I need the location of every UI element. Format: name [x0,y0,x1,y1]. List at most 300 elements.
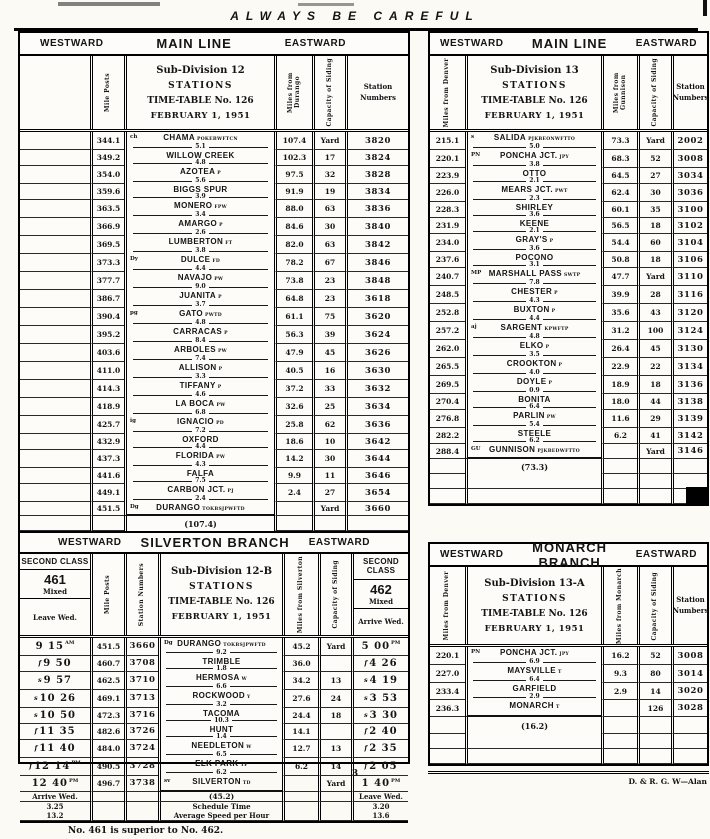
dash-line [543,680,596,681]
train-times-cell [20,502,90,516]
dash-line [543,249,596,250]
station-number-cell: 3102 [671,218,707,234]
siding-capacity-cell [637,749,671,764]
dash-line [473,407,526,408]
station-name-line [161,657,282,666]
distance-value: 4.3 [529,297,540,304]
station-call-code: Dy [130,256,138,262]
siding-capacity-cell: 13 [318,672,351,690]
dash-line [133,431,192,432]
distance-value: 4.6 [195,391,206,398]
stations-column-header [465,56,601,129]
station-number-cell: 3618 [345,290,408,308]
station-name: DURANGO [177,638,222,648]
stations-cell [124,218,274,236]
safety-slogan: ALWAYS BE CAREFUL [230,9,480,23]
facility-codes: FPW [214,205,227,210]
time-value: 12 40 [31,777,69,789]
facility-codes: JPY [559,155,570,160]
siding-capacity-cell [637,459,671,474]
train-time-cell [20,690,90,708]
dash-line [473,319,526,320]
line-name: MONARCH BRANCH [532,539,608,570]
table-row [20,362,408,380]
station-numbers-column-header [671,567,707,644]
facility-codes: PJ [227,489,234,494]
station-name-line [161,639,282,650]
train-time-cell [351,638,408,656]
dash-line [133,481,192,482]
station-number-cell [345,516,408,530]
stations-cell [124,434,274,450]
distance-value: 2.4 [195,495,206,502]
station-name: GRAY'S [515,235,548,244]
time-value: 9 15 [35,640,64,652]
dash-line [166,686,213,687]
table-row [20,638,408,656]
dash-line [209,341,268,342]
siding-capacity-cell: 100 [637,322,671,340]
flag-stop-letter: s [34,711,38,720]
dash-line [133,197,192,198]
table-row [20,150,408,166]
station-name-line [468,429,601,438]
station-number-cell: 3728 [124,758,158,776]
dash-line [133,359,192,360]
mile-post-cell: 462.5 [90,672,124,690]
table-row [20,132,408,150]
train-times-column-header [20,56,90,129]
facility-codes: FT [225,241,233,246]
station-name: STEELE [517,429,552,438]
miles-from-cell [601,444,637,459]
dash-line [209,499,268,500]
siding-capacity-cell: 23 [312,272,345,290]
distance-value: 3.5 [529,351,540,358]
stations-cell [465,168,601,184]
mile-post-cell: 344.1 [90,132,124,150]
table-row [430,340,707,358]
dash-line [543,337,596,338]
facility-codes: PW [216,403,226,408]
train-times-cell [20,484,90,502]
stations-cell [465,132,601,150]
time-value: 5 00 [361,640,391,652]
table-row [430,459,707,474]
miles-from-cell: 26.4 [601,340,637,358]
miles-from-cell: 68.3 [601,150,637,168]
meridian-label: PM [69,777,79,784]
stations-cell [124,308,274,326]
distance-value: 8.4 [195,337,206,344]
schedule-time-east: 3.20 [372,801,390,811]
miles-from-denver-cell [430,459,465,474]
table-row [430,683,707,700]
miles-from-label: Miles from Monarch [616,567,624,644]
empty-cell [318,792,351,802]
dash-line [473,249,526,250]
mile-post-cell: 451.5 [90,502,124,516]
station-name: ELKO [519,341,544,350]
table-row [430,489,707,504]
station-name-line [468,377,601,388]
table-title-bar [430,33,707,56]
direction-west-label: WESTWARD [440,549,504,561]
direction-east-label: EASTWARD [635,549,697,561]
distance-value: 3.2 [216,700,227,708]
station-number-cell: 3630 [345,362,408,380]
stations-cell [465,474,601,489]
miles-from-cell: 18.6 [274,434,312,450]
eastbound-train-column-header [351,554,408,635]
siding-capacity-cell: 67 [312,254,345,272]
miles-from-denver-cell: 257.2 [430,322,465,340]
station-number-cell [671,734,707,749]
facility-codes: T [558,670,562,676]
station-name-line [127,291,274,302]
table-row [20,218,408,236]
stations-cell [465,150,601,168]
mile-post-cell: 403.6 [90,344,124,362]
train-times-cell [20,380,90,398]
mile-post-cell: 386.7 [90,290,124,308]
time-value: 4 19 [369,674,399,686]
table-row [430,394,707,410]
table-row [20,344,408,362]
miles-from-denver-cell: 262.0 [430,340,465,358]
distance-value: 6.5 [216,750,227,758]
facility-codes: TP [240,762,248,768]
facility-codes: POKEBWFTCN [197,137,238,142]
station-number-cell: 3713 [124,690,158,708]
station-name: GARFIELD [512,684,557,694]
train-times-cell [20,344,90,362]
stations-cell [158,672,282,690]
direction-east-label: EASTWARD [635,38,697,49]
miles-from-denver-column-header [430,567,465,644]
stations-cell [465,234,601,252]
station-number-cell: 3146 [671,444,707,459]
schedule-labels [158,802,282,821]
mile-post-cell: 437.3 [90,450,124,468]
facility-codes: PJKBEDWFTTO [537,449,580,454]
capacity-column-header [637,567,671,644]
distance-value: 6.2 [529,437,540,444]
registration-mark [686,487,708,506]
facility-codes: P [224,331,228,336]
station-call-code: aj [471,324,477,330]
facility-codes: P [558,363,563,368]
subdivision-label: Sub-Division 13 [490,64,579,76]
miles-from-cell: 56.3 [274,326,312,344]
main-line-subdivision-13-table [428,31,709,506]
dash-line [209,359,268,360]
distance-value: 3.6 [529,245,540,252]
station-name: TRIMBLE [202,656,241,666]
dash-line [543,283,596,284]
line-name: MAIN LINE [531,36,608,51]
siding-capacity-cell: 25 [312,398,345,416]
scan-smudge [298,3,354,6]
dash-line [543,319,596,320]
table-row [20,502,408,516]
mile-post-cell: 469.1 [90,690,124,708]
mile-post-cell: 349.2 [90,150,124,166]
table-row [430,474,707,489]
left-timetable-panel [18,31,410,836]
time-value: 11 40 [39,742,76,754]
train-time-cell [20,672,90,690]
mile-post-cell: 484.0 [90,740,124,758]
distance-value: 7.4 [195,355,206,362]
miles-from-cell: 14.1 [282,724,318,740]
flag-stop-letter: s [34,694,38,703]
siding-capacity-cell: 27 [312,484,345,502]
station-name-line [127,327,274,338]
siding-capacity-cell: 14 [318,758,351,776]
facility-codes: TOKBSJPWFTD [223,642,266,648]
train-time-cell [20,638,90,656]
dash-line [133,233,192,234]
dash-line [166,720,211,721]
train-times-cell [20,236,90,254]
facility-codes: PW [546,415,556,420]
miles-from-denver-cell [430,717,465,734]
station-name-line [161,741,282,752]
station-name-line [127,417,274,428]
siding-capacity-cell: 32 [312,166,345,184]
station-number-cell: 3828 [345,166,408,184]
stations-cell [465,749,601,764]
train-times-cell [20,166,90,184]
date-label: FEBRUARY 1, 1951 [171,612,272,623]
miles-from-column-header [282,554,318,635]
distance-value: 4.8 [529,333,540,340]
station-number-cell: 3106 [671,252,707,268]
capacity-column-header [637,56,671,129]
mile-posts-column-header [90,554,124,635]
meridian-label: PM [391,639,401,646]
station-name-line [468,359,601,370]
facility-codes: Y [247,694,251,700]
table-row [20,484,408,502]
miles-from-denver-cell: 282.2 [430,428,465,444]
dash-line [133,395,192,396]
dash-line [473,355,526,356]
siding-capacity-cell: 62 [312,416,345,434]
dash-line [133,447,192,448]
flag-stop-letter: f [34,744,38,753]
miles-from-cell: 47.9 [274,344,312,362]
dash-line [543,147,596,148]
stations-cell [124,272,274,290]
facility-codes: PWT [554,189,568,194]
station-number-cell: 3834 [345,184,408,200]
miles-from-cell: 18.9 [601,376,637,394]
distance-value: 7.2 [195,427,206,434]
station-name: ARBOLES [174,345,216,354]
miles-from-cell: 16.2 [601,647,637,665]
distance-value: 2.9 [529,693,540,701]
miles-from-denver-label: Miles from Denver [443,57,451,128]
facility-codes: P [217,171,221,176]
station-name: MEARS JCT. [501,185,553,194]
station-number-cell: 3120 [671,304,707,322]
station-name-line [468,341,601,352]
station-number-cell: 3724 [124,740,158,758]
station-name-line [468,151,601,162]
station-call-code: GU [471,446,481,452]
station-name: MONARCH [509,701,554,711]
miles-from-cell: 78.2 [274,254,312,272]
station-call-code: ch [130,134,138,140]
miles-from-denver-cell [430,474,465,489]
distance-value: 5.0 [529,143,540,150]
station-name-line [127,309,274,320]
stations-cell [158,708,282,724]
miles-from-cell [601,734,637,749]
table-row [430,268,707,286]
distance-value: 6.4 [529,403,540,410]
station-name-line [127,201,274,212]
station-call-code: Dg [164,639,173,646]
table-row [20,184,408,200]
miles-from-cell: 61.1 [274,308,312,326]
station-number-cell: 3636 [345,416,408,434]
table-row [430,252,707,268]
miles-from-cell: 107.4 [274,132,312,150]
facility-codes: PWTD [205,313,222,318]
dash-line [473,199,526,200]
direction-east-label: EASTWARD [308,536,370,548]
station-name: JUANITA [179,291,217,300]
dash-line [209,413,268,414]
station-name-line [161,673,282,684]
timetable-label: TIME-TABLE No. 126 [481,95,588,106]
stations-cell [465,184,601,202]
facility-codes: PD [216,421,224,426]
station-name-line [468,411,601,422]
station-name-line [127,185,274,194]
dash-line [473,301,526,302]
station-number-cell: 3116 [671,286,707,304]
station-number-cell: 3100 [671,202,707,218]
distance-value: 3.3 [195,373,206,380]
mixed-label: Mixed [369,596,393,606]
dash-line [230,686,277,687]
siding-capacity-cell: 14 [637,683,671,700]
facility-codes: PW [214,277,224,282]
stations-cell [465,202,601,218]
meridian-label: PM [71,759,81,766]
schedule-time-label: Schedule Time [192,801,251,811]
station-name: WILLOW CREEK [166,151,235,160]
dash-line [473,373,526,374]
time-value: 9 57 [43,674,73,686]
miles-from-cell: 27.6 [282,690,318,708]
direction-west-label: WESTWARD [58,536,122,548]
station-name: IGNACIO [177,417,215,426]
siding-capacity-cell: 27 [637,168,671,184]
station-number-cell: 3028 [671,700,707,717]
train-time-cell [351,672,408,690]
mile-post-cell: 496.7 [90,776,124,792]
station-name: NEEDLETON [191,740,245,750]
miles-from-cell: 54.4 [601,234,637,252]
distance-value: 3.8 [195,247,206,254]
siding-capacity-cell [637,489,671,504]
station-name-line [127,151,274,160]
table-row [20,308,408,326]
miles-from-denver-cell: 231.9 [430,218,465,234]
miles-from-denver-cell: 269.5 [430,376,465,394]
station-name: PARLIN [513,411,545,420]
miles-from-cell: 82.0 [274,236,312,254]
panel-gap [428,506,709,542]
dash-line [133,181,192,182]
table-row [20,724,408,740]
station-name-line [161,691,282,702]
monarch-branch-table [428,539,709,766]
miles-from-cell: 35.6 [601,304,637,322]
miles-from-denver-cell: 240.7 [430,268,465,286]
table-row [20,254,408,272]
stations-cell [465,394,601,410]
miles-from-cell: 2.9 [601,683,637,700]
miles-from-denver-cell [430,734,465,749]
section-total-miles: (73.3) [520,462,549,473]
subdivision-label: Sub-Division 13-A [484,577,585,589]
station-name-line [127,485,274,496]
stations-cell [124,362,274,380]
train-time-cell [20,708,90,724]
table-row [20,690,408,708]
capacity-column-header [318,554,351,635]
station-name: KEENE [519,219,550,228]
train-times-cell [20,200,90,218]
line-name: SILVERTON BRANCH [140,534,290,550]
mile-post-cell: 414.3 [90,380,124,398]
right-timetable-panel [428,31,709,786]
miles-from-cell: 37.2 [274,380,312,398]
miles-from-cell: 62.4 [601,184,637,202]
siding-capacity-cell: Yard [312,502,345,516]
stations-cell [124,326,274,344]
dash-line [232,720,277,721]
dash-line [473,680,526,681]
table-row [430,150,707,168]
distance-value: 4.4 [529,315,540,322]
stations-cell [124,236,274,254]
station-name-line [127,345,274,356]
miles-from-cell [601,717,637,734]
dash-line [209,431,268,432]
dash-line [473,697,526,698]
miles-from-cell [274,516,312,530]
station-call-code: MP [471,270,482,276]
empty-cell [90,792,124,802]
dash-line [543,355,596,356]
station-name-line [468,203,601,212]
train-times-cell [20,398,90,416]
station-number-cell: 3846 [345,254,408,272]
station-name-line [127,451,274,462]
miles-from-cell: 6.2 [601,428,637,444]
distance-value: 3.9 [195,193,206,200]
station-name: ELK PARK [195,758,239,768]
arrive-wed-cell: Arrive Wed. [20,792,90,802]
train-times-cell [20,308,90,326]
